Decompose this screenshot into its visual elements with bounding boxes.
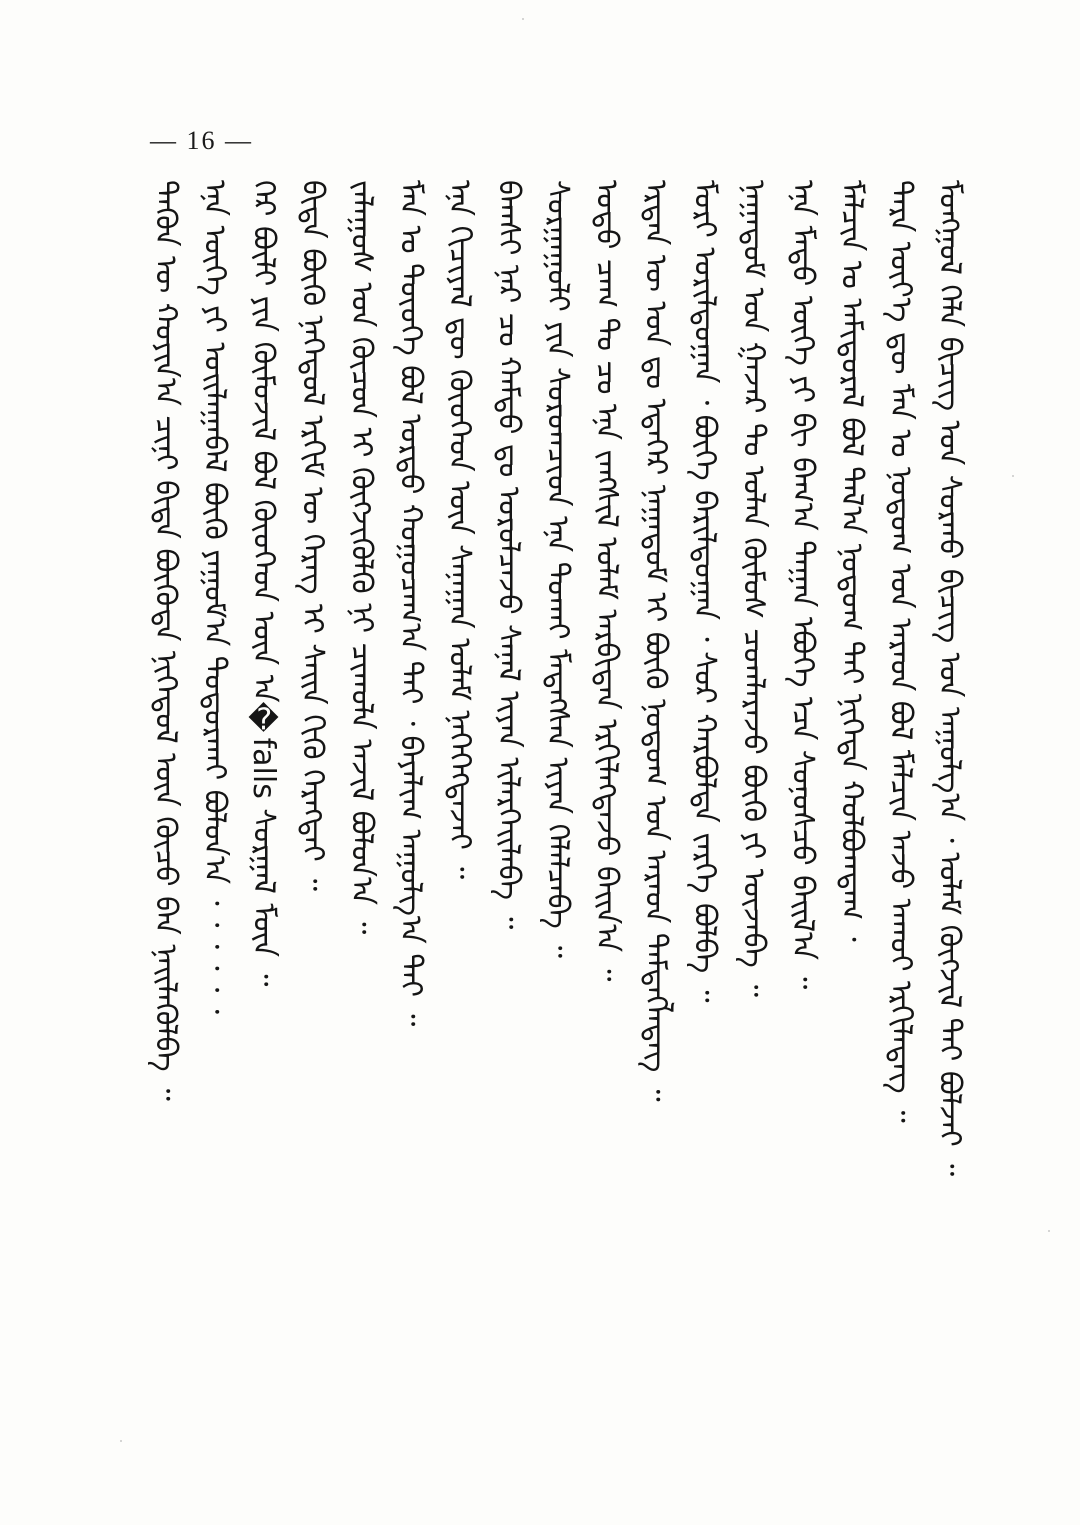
paper-speck bbox=[1012, 475, 1014, 477]
vertical-text-block bbox=[130, 180, 970, 1410]
text-column-12: ᠮᠠᠨ ᠤ ᠲᠦᠦᠬᠡ ᠪᠣᠯ ᠤᠷᠲᠤ ᠬᠤᠭᠤᠴᠠᠭ᠎ᠠ ᠲᠠᠢ ᠂ ᠪᠠᠶᠠᠯᠢᠭ ᠠᠭᠤᠯᠭ᠎ᠠ ᠲᠠᠢ ᠃ bbox=[393, 180, 428, 1027]
text-column-5: ᠨᠠᠭᠠᠳᠤᠮ ᠤᠨ ᠭᠠᠵᠠᠷ ᠲᠤ ᠣᠯᠠᠨ ᠬᠦᠮᠦᠰ ᠴᠤᠭᠯᠠᠷᠠᠵᠤ ᠪᠦᠬᠦ ᠶᠢ ᠦᠵᠡᠪᠡ ᠃ bbox=[736, 180, 771, 997]
text-column-17: ᠲᠡᠭᠦᠨ ᠦ ᠬᠣᠶᠢᠨ᠎ᠠ ᠴᠢᠨᠢ ᠪᠢᠳᠡ ᠪᠦᠭᠦᠳᠡ ᠨᠢᠭᠡᠳᠦᠯ ᠦᠨ ᠬᠦᠴᠦ ᠪᠠᠨ ᠨᠡᠢᠯᠡᠭᠦᠯᠪᠡ ᠃ bbox=[148, 180, 183, 1101]
text-column-15: ᠭᠡᠷ ᠪᠦᠯᠢ ᠶᠢᠨ ᠬᠦᠮᠦᠵᠢᠯ ᠪᠣᠯ ᠬᠦᠦᠬᠡᠳ ᠦᠨ ᠠ�falls ᠰᠤᠷᠭᠠᠯ ᠮᠥᠨ ᠃ bbox=[246, 180, 281, 987]
text-column-11: ᠡᠨᠡ ᠬᠢᠴᠢᠶᠡᠯ ᠳᠦ ᠬᠦᠦᠬᠡᠳ ᠦᠨ ᠰᠠᠨᠠᠭᠠᠨ ᠤᠯᠠᠮ ᠨᠡᠭᠡᠭᠡᠭᠳᠡᠵᠡᠢ ᠃ bbox=[442, 180, 477, 880]
text-column-16: ᠡᠨᠡ ᠦᠭᠡ ᠶᠢ ᠣᠢᠯᠠᠭᠠᠪᠠᠯ ᠪᠦᠬᠦ ᠶᠠᠭᠤᠮ᠎ᠠ ᠲᠣᠳᠣᠷᠬᠠᠢ ᠪᠣᠯᠤᠨ᠎ᠠ ᠂ ᠂ ᠂ ᠂ ᠂ ᠂ bbox=[197, 180, 232, 1014]
paper-speck bbox=[522, 18, 524, 20]
text-column-8: ᠣᠳᠣ ᠴᠠᠭ ᠲᠤ ᠴᠤ ᠡᠨᠡ ᠵᠠᠩᠰᠢᠯ ᠤᠯᠠᠮ ᠠᠷᠪᠢᠳᠠᠨ ᠡᠷᠬᠢᠯᠡᠭᠳᠡᠵᠦ ᠪᠠᠢᠨ᠎ᠠ ᠃ bbox=[589, 180, 624, 982]
text-column-13: ᠵᠠᠯᠠᠭᠤᠰ ᠤᠨ ᠬᠦᠴᠦᠨ ᠢ ᠬᠥᠭᠵᠢᠭᠦᠯᠬᠦ ᠨᠢ ᠴᠢᠬᠤᠯᠠ ᠠᠵᠢᠯ ᠪᠣᠯᠤᠨ᠎ᠠ ᠃ bbox=[344, 180, 379, 935]
text-column-7: ᠡᠷᠲᠡᠨ ᠦ ᠣᠨ ᠳᠤ ᠡᠳᠡᠭᠡᠷ ᠨᠠᠭᠠᠳᠤᠮ ᠢ ᠪᠦᠬᠦ ᠨᠤᠲᠤᠭ ᠤᠨ ᠠᠷᠠᠳ ᠲᠡᠮᠳᠡᠭᠯᠡᠳᠡᠭ ᠃ bbox=[638, 180, 673, 1102]
text-column-9: ᠰᠤᠷᠭᠠᠭᠤᠯᠢ ᠶᠢᠨ ᠰᠤᠷᠤᠭᠴᠢᠳ ᠡᠨᠡ ᠲᠤᠬᠠᠢ ᠮᠡᠳᠡᠭᠰᠡᠨ ᠢᠶᠡᠨ ᠬᠡᠯᠡᠯᠴᠡᠪᠡ ᠃ bbox=[540, 180, 575, 959]
text-column-6: ᠮᠣᠷᠢ ᠤᠷᠢᠯᠳᠤᠭᠠᠨ ᠂ ᠪᠥᠬᠡ ᠪᠠᠷᠢᠯᠳᠤᠭᠠᠨ ᠂ ᠰᠤᠷ ᠬᠠᠷᠪᠤᠯᠲᠠ ᠵᠡᠷᠭᠡ ᠪᠣᠯᠪᠠ ᠃ bbox=[687, 180, 722, 1003]
text-column-2: ᠲᠡᠷᠡ ᠦᠶ᠎ᠡ ᠳᠦ ᠮᠠᠨ ᠤ ᠨᠤᠲᠤᠭ ᠤᠨ ᠠᠷᠠᠳ ᠪᠣᠯ ᠮᠠᠯᠴᠢᠨ ᠠᠵᠤ ᠠᠬᠤᠢ ᠡᠷᠬᠢᠯᠡᠳᠡᠭ ᠃ bbox=[883, 180, 918, 1123]
text-column-14: ᠪᠢᠳᠡ ᠪᠦᠬᠦ ᠨᠡᠭᠡᠳᠦᠯ ᠡᠷᠬᠢᠮ ᠦ ᠬᠡᠷᠡᠭ ᠢ ᠰᠠᠢᠨ ᠬᠢᠬᠦ ᠬᠡᠷᠡᠭᠲᠡᠢ ᠃ bbox=[295, 180, 330, 892]
text-column-3: ᠮᠠᠯᠴᠢᠨ ᠤ ᠠᠮᠢᠳᠤᠷᠠᠯ ᠪᠣᠯ ᠲᠠᠯ᠎ᠠ ᠨᠤᠲᠤᠭ ᠲᠠᠢ ᠨᠢᠭᠡᠲᠡ ᠬᠣᠯᠪᠣᠭᠳᠠᠭ ᠂ bbox=[834, 180, 869, 942]
page-number: — 16 — bbox=[150, 126, 253, 155]
text-column-4: ᠡᠨᠡ ᠮᠡᠲᠦ ᠦᠭᠡ ᠶᠢ ᠪᠢ ᠪᠠᠭ᠎ᠠ ᠳᠠᠭᠠᠨ ᠡᠪᠦᠭᠡ ᠡᠴᠡ ᠰᠣᠨᠣᠰᠴᠤ ᠪᠠᠢᠯ᠎ᠠ ᠃ bbox=[785, 180, 820, 990]
text-column-1: ᠮᠣᠩᠭᠣᠯ ᠬᠡᠯᠡ ᠪᠢᠴᠢᠭ ᠤᠨ ᠰᠤᠷᠬᠤ ᠪᠢᠴᠢᠭ ᠤᠨ ᠠᠭᠤᠯᠭ᠎ᠠ ᠂ ᠤᠯᠠᠮ ᠬᠥᠭᠵᠢᠯ ᠲᠡᠢ ᠪᠣᠯᠵᠠᠢ ᠃ bbox=[932, 180, 967, 1177]
paper-speck bbox=[120, 1440, 122, 1442]
paper-speck bbox=[1048, 1230, 1050, 1232]
text-column-10: ᠪᠠᠭᠰᠢ ᠨᠠᠷ ᠴᠤ ᠬᠠᠮᠲᠤ ᠳᠤ ᠣᠷᠣᠯᠴᠠᠵᠤ ᠰᠠᠨᠠᠯ ᠢᠶᠡᠨ ᠢᠯᠡᠷᠬᠡᠢᠯᠡᠪᠡ ᠃ bbox=[491, 180, 526, 930]
